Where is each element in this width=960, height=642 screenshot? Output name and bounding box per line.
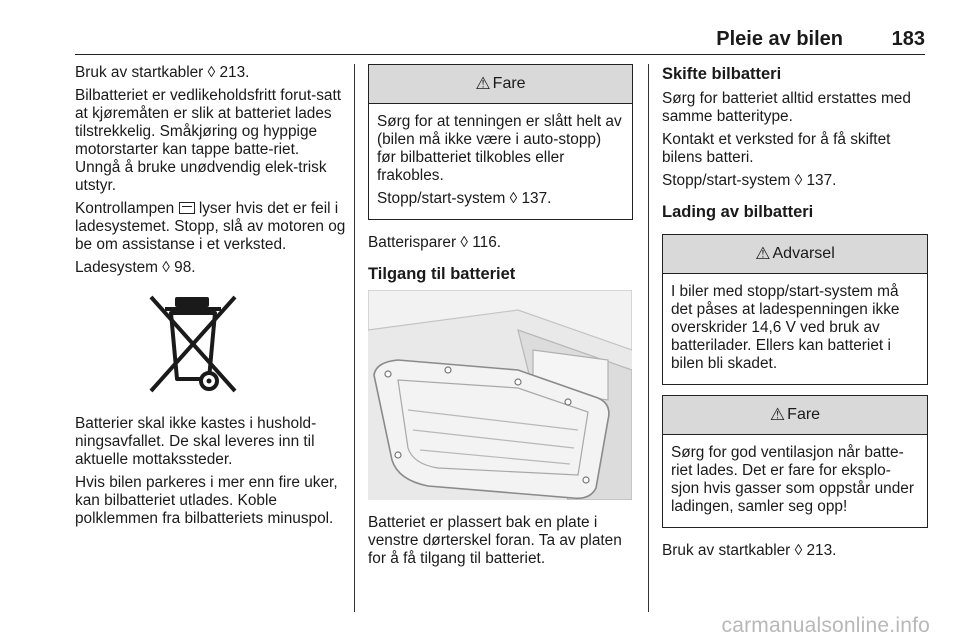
heading-replace-battery: Skifte bilbatteri (662, 65, 782, 83)
lamp-text-before: Kontrollampen (75, 200, 175, 217)
watermark: carmanualsonline.info (721, 614, 930, 637)
warning-box-body (663, 274, 927, 384)
danger-heading: Fare (492, 75, 526, 92)
page-number: 183 (891, 28, 925, 50)
warning-triangle-icon: ⚠ (755, 244, 771, 263)
battery-location-illustration (368, 290, 632, 500)
warning-box-charging (662, 234, 928, 385)
column-1 (75, 64, 347, 533)
danger-box-ventilation (662, 395, 928, 528)
page-title: Pleie av bilen (716, 28, 843, 50)
battery-warning-lamp-icon (179, 202, 195, 214)
danger-box-body (369, 104, 632, 219)
warning-triangle-icon: ⚠ (475, 74, 491, 93)
warning-text: I biler med stopp/start-system må det påses at ladespenningen ikke overskrider 14,6 V ved bruk av batterilader. Ellers kan batteriet i bilen bli skadet. (671, 283, 900, 372)
paragraph-stopstart-ref: Stopp/start-system ◊ 137. (662, 172, 837, 189)
danger-box-body (663, 435, 927, 527)
danger-box-ignition (368, 64, 633, 220)
paragraph-lamp (75, 200, 347, 254)
danger-heading: Fare (787, 406, 821, 423)
header-rule (75, 54, 925, 55)
paragraph-battery-location: Batteriet er plassert bak en plate i venstre dørterskel foran. Ta av platen for å få tilgang til batteriet. (368, 514, 622, 567)
warning-box-header (663, 235, 927, 274)
paragraph-batterisparer: Batterisparer ◊ 116. (368, 234, 502, 251)
paragraph-startkabler: Bruk av startkabler ◊ 213. (75, 64, 250, 81)
danger-box-header (369, 65, 632, 104)
paragraph-disposal: Batterier skal ikke kastes i hushold-ningsavfallet. De skal leveres inn til aktuelle mottakssteder. (75, 415, 317, 468)
heading-charging: Lading av bilbatteri (662, 203, 814, 221)
danger-text: Sørg for at tenningen er slått helt av (bilen må ikke være i auto-stopp) før bilbatteriet tilkobles eller frakobles. (377, 113, 622, 184)
heading-access-battery: Tilgang til batteriet (368, 265, 516, 283)
column-2 (368, 64, 633, 573)
page-header (75, 24, 925, 52)
paragraph-maintenance: Bilbatteriet er vedlikeholdsfritt forut-satt at kjøremåten er slik at batteriet lades tilstrekkelig. Småkjøring og hyppige motorstarter kan tappe batte-riet. Unngå å bruke unødvendig elek-trisk utstyr. (75, 87, 342, 194)
paragraph-parking: Hvis bilen parkeres i mer enn fire uker, kan bilbatteriet utlades. Koble polklemmen fra bilbatteriets minuspol. (75, 474, 338, 527)
paragraph-ladesystem: Ladesystem ◊ 98. (75, 259, 196, 276)
paragraph-workshop: Kontakt et verksted for å få skiftet bilens batteri. (662, 131, 891, 166)
danger-box-header (663, 396, 927, 435)
warning-triangle-icon: ⚠ (769, 405, 786, 424)
lamp-text-after: lyser hvis det er feil i ladesystemet. Stopp, slå av motoren og be om assistanse i et verksted. (75, 200, 346, 253)
paragraph-startkabler-ref: Bruk av startkabler ◊ 213. (662, 542, 837, 559)
column-divider-2 (648, 64, 649, 612)
crossed-out-wheelie-bin-icon (147, 293, 239, 395)
danger-ref: Stopp/start-system ◊ 137. (377, 190, 552, 207)
column-divider-1 (354, 64, 355, 612)
paragraph-same-type: Sørg for batteriet alltid erstattes med samme batteritype. (662, 90, 911, 125)
warning-heading: Advarsel (772, 245, 835, 262)
column-3 (662, 64, 928, 565)
danger-text: Sørg for god ventilasjon når batte-riet lades. Det er fare for eksplo-sjon hvis gasser som oppstår under ladingen, samler seg opp! (671, 444, 914, 515)
